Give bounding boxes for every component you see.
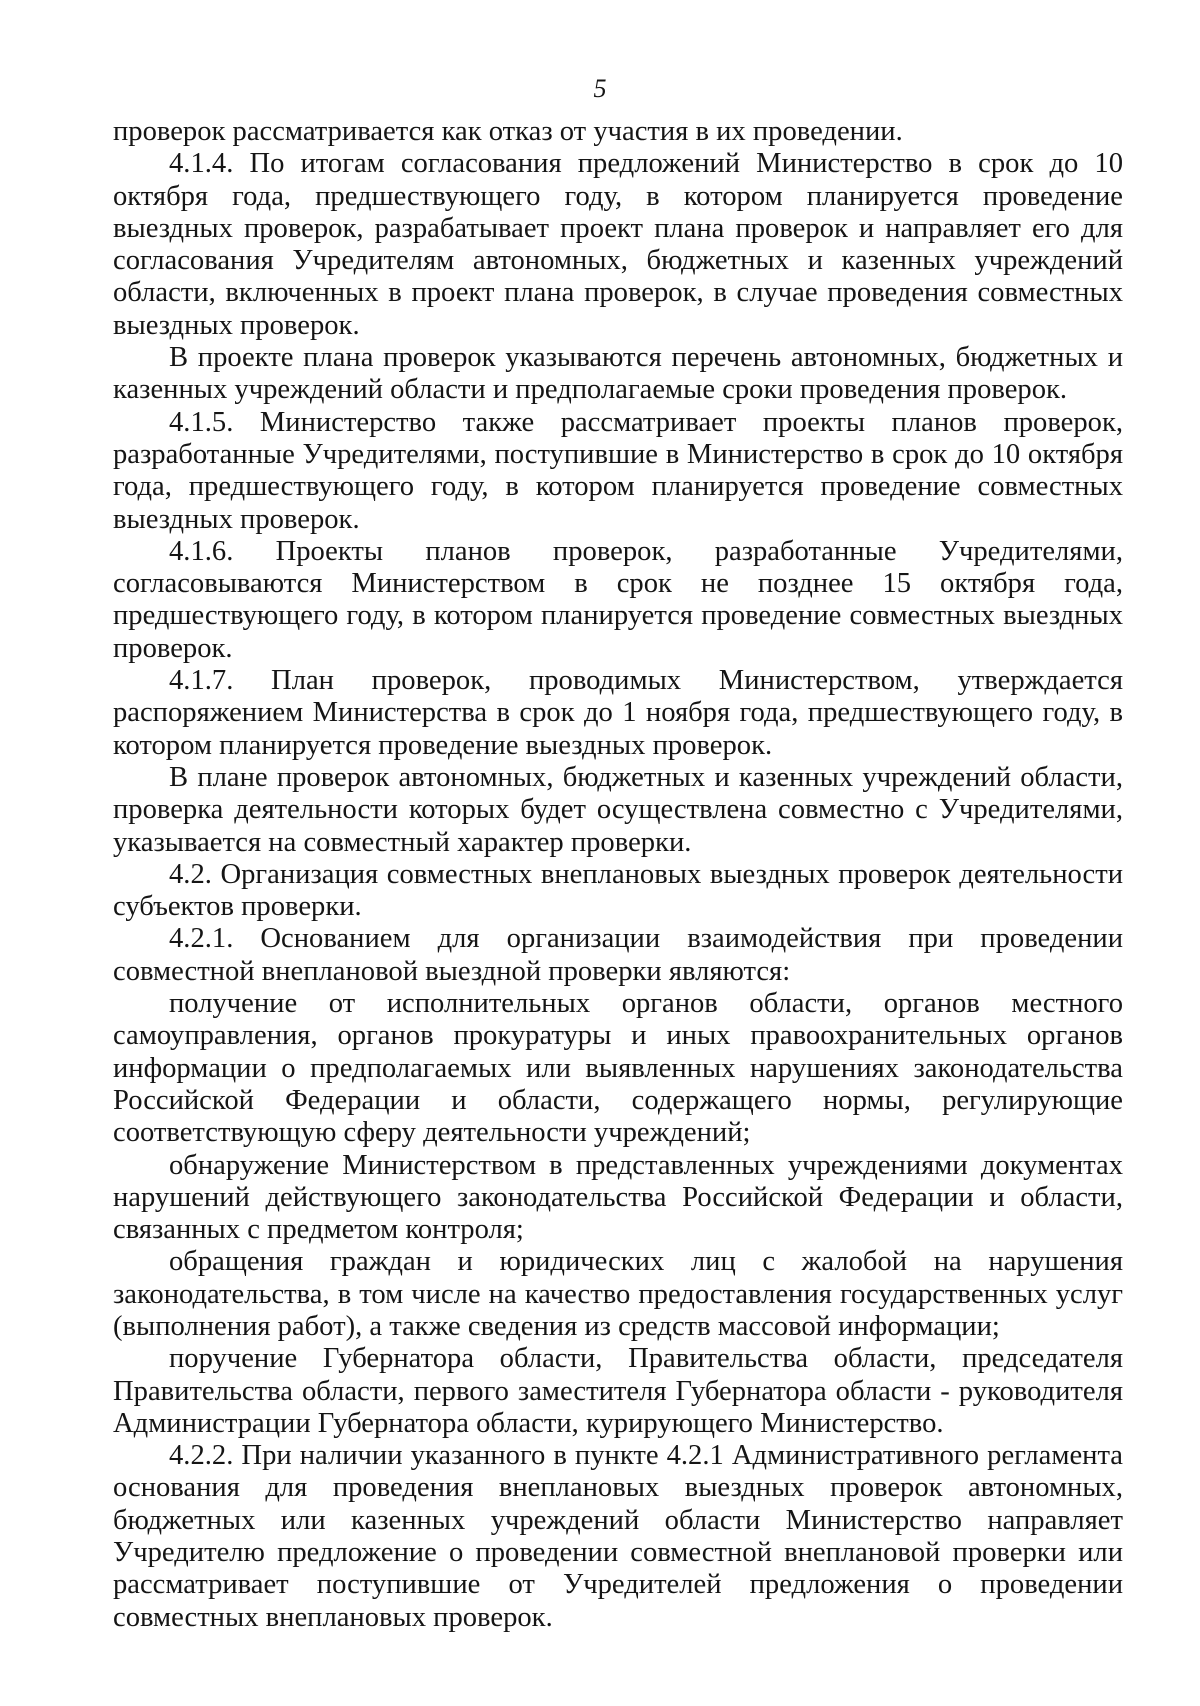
paragraph-4-1-6: 4.1.6. Проекты планов проверок, разработанные Учредителями, согласовываются Министерством в срок не позднее 15 октября года, предшествующего году, в котором планируется проведение совместных выездных проверок. [113, 535, 1123, 664]
paragraph-4-1-5: 4.1.5. Министерство также рассматривает проекты планов проверок, разработанные Учредителями, поступившие в Министерство в срок до 10 октября года, предшествующего году, в котором планируется проведение совместных выездных проверок. [113, 406, 1123, 535]
list-item-detection-violations: обнаружение Министерством в представленных учреждениями документах нарушений действующего законодательства Российской Федерации и области, связанных с предметом контроля; [113, 1149, 1123, 1246]
paragraph-4-2-1: 4.2.1. Основанием для организации взаимодействия при проведении совместной внеплановой выездной проверки являются: [113, 923, 1123, 987]
document-body [113, 116, 1123, 1634]
paragraph-4-1-4: 4.1.4. По итогам согласования предложений Министерство в срок до 10 октября года, предшествующего году, в котором планируется проведение выездных проверок, разрабатывает проект плана проверок и направляет его для согласования Учредителям автономных, бюджетных и казенных учреждений области, включенных в проект плана проверок, в случае проведения совместных выездных проверок. [113, 148, 1123, 341]
paragraph-continuation: проверок рассматривается как отказ от участия в их проведении. [113, 116, 903, 147]
list-item-citizen-appeals: обращения граждан и юридических лиц с жалобой на нарушения законодательства, в том числе на качество предоставления государственных услуг (выполнения работ), а также сведения из средств массовой информации; [113, 1246, 1123, 1342]
paragraph-4-2-2: 4.2.2. При наличии указанного в пункте 4.2.1 Административного регламента основания для проведения внеплановых выездных проверок автономных, бюджетных или казенных учреждений области Министерство направляет Учредителю предложение о проведении совместной внеплановой проверки или рассматривает поступившие от Учредителей предложения о проведении совместных внеплановых проверок. [113, 1440, 1123, 1633]
paragraph-plan-contents: В проекте плана проверок указываются перечень автономных, бюджетных и казенных учреждений области и предполагаемые сроки проведения проверок. [113, 342, 1123, 406]
paragraph-4-1-7: 4.1.7. План проверок, проводимых Министерством, утверждается распоряжением Министерства в срок до 1 ноября года, предшествующего году, в котором планируется проведение выездных проверок. [113, 665, 1123, 761]
list-item-receipt-information: получение от исполнительных органов области, органов местного самоуправления, органов прокуратуры и иных правоохранительных органов информации о предполагаемых или выявленных нарушениях законодательства Российской Федерации и области, содержащего нормы, регулирующие соответствующую сферу деятельности учреждений; [113, 988, 1123, 1149]
paragraph-4-2: 4.2. Организация совместных внеплановых выездных проверок деятельности субъектов проверки. [113, 858, 1123, 923]
page-number: 5 [593, 74, 607, 103]
paragraph-joint-nature: В плане проверок автономных, бюджетных и казенных учреждений области, проверка деятельности которых будет осуществлена совместно с Учредителями, указывается на совместный характер проверки. [113, 761, 1123, 858]
list-item-governor-order: поручение Губернатора области, Правительства области, председателя Правительства области, первого заместителя Губернатора области - руководителя Администрации Губернатора области, курирующего Министерство. [113, 1343, 1123, 1439]
